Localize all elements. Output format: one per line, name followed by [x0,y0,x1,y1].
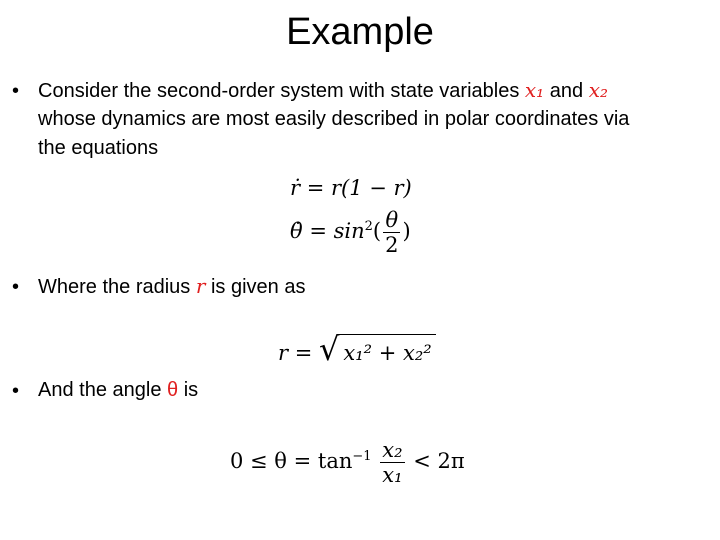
bullet-marker: • [12,380,20,402]
fraction: $\frac{\theta}{2}$ [385,208,399,257]
var-r: r [195,274,206,298]
bullet-1-line-2: whose dynamics are most easily described in polar coordinates via [38,108,630,130]
bullet-marker: • [12,276,20,298]
bullet-marker: • [12,80,20,102]
equation-angle: $0 \le \theta = \tan^{-1}$ $\frac{\text{x₂}}{\text{x₁}}$ < 2π [230,438,465,487]
slide-title: Example [286,11,434,53]
var-x1: x₁ [524,78,545,102]
sqrt-sign: √ [319,330,340,368]
bullet-3: And the angle θ is [38,379,199,401]
equation-radius: r = √ x₁² + x₂² [278,330,436,368]
equation-r-dot: ṙ = r(1 − r) [290,176,412,200]
bullet-1-line-3: the equations [38,137,159,159]
bullet-2: Where the radius r is given as [38,274,306,298]
equation-theta-dot: θ̇ = $\sin^2$( $\frac{\theta}{2}$ ) [290,208,411,257]
var-theta: θ [167,379,179,401]
var-x2: x₂ [588,78,608,102]
bullet-1-line-1: Consider the second-order system with state variables x₁ and x₂ [38,78,608,102]
fraction: $\frac{\text{x₂}}{\text{x₁}}$ [382,438,403,487]
